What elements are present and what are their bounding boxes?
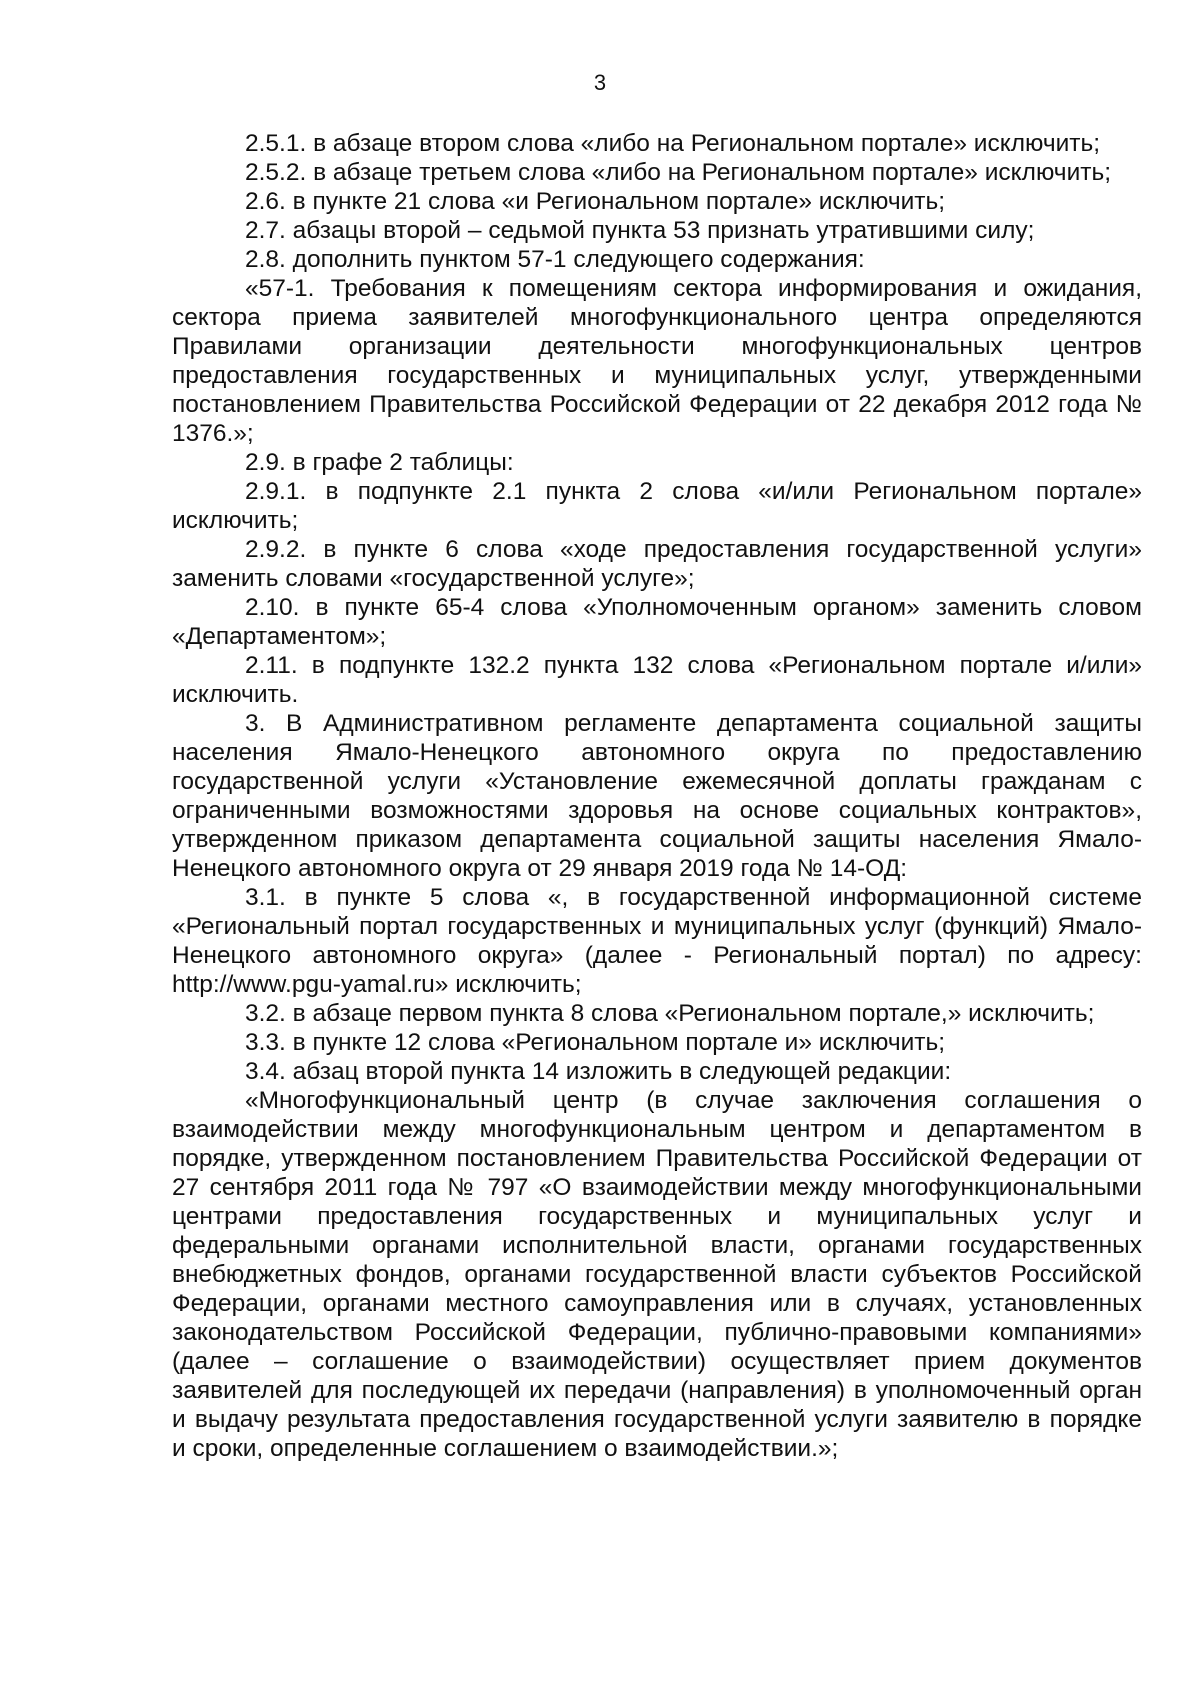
paragraph-2-5-1: 2.5.1. в абзаце втором слова «либо на Региональном портале» исключить; [245,130,1101,157]
document-body [172,129,1142,1463]
paragraph-3-1: 3.1. в пункте 5 слова «, в государственной информационной системе «Региональный портал государственных и муниципальных услуг (функций) Ямало-Ненецкого автономного округа» (далее - Региональный портал) по адресу: http://www.pgu-yamal.ru» исключить; [172,884,1142,998]
paragraph-2-7: 2.7. абзацы второй – седьмой пункта 53 признать утратившими силу; [245,217,1035,244]
paragraph-2-11: 2.11. в подпункте 132.2 пункта 132 слова «Региональном портале и/или» исключить. [172,652,1142,708]
paragraph-3-3: 3.3. в пункте 12 слова «Региональном портале и» исключить; [245,1029,946,1056]
paragraph-2-5-2: 2.5.2. в абзаце третьем слова «либо на Региональном портале» исключить; [245,159,1112,186]
paragraph-57-1-quote: «57-1. Требования к помещениям сектора информирования и ожидания, сектора приема заявителей многофункционального центра определяются Правилами организации деятельности многофункциональных центров предоставления государственных и муниципальных услуг, утвержденными постановлением Правительства Российской Федерации от 22 декабря 2012 года № 1376.»; [172,275,1142,447]
paragraph-2-9: 2.9. в графе 2 таблицы: [245,449,514,476]
paragraph-2-9-2: 2.9.2. в пункте 6 слова «ходе предоставления государственной услуги» заменить словами «государственной услуге»; [172,536,1142,592]
paragraph-2-9-1: 2.9.1. в подпункте 2.1 пункта 2 слова «и/или Региональном портале» исключить; [172,478,1142,534]
paragraph-3-2: 3.2. в абзаце первом пункта 8 слова «Региональном портале,» исключить; [245,1000,1095,1027]
paragraph-3: 3. В Административном регламенте департамента социальной защиты населения Ямало-Ненецкого автономного округа по предоставлению государственной услуги «Установление ежемесячной доплаты гражданам с ограниченными возможностями здоровья на основе социальных контрактов», утвержденном приказом департамента социальной защиты населения Ямало-Ненецкого автономного округа от 29 января 2019 года № 14-ОД: [172,710,1142,882]
paragraph-2-8: 2.8. дополнить пунктом 57-1 следующего содержания: [245,246,865,273]
paragraph-3-4: 3.4. абзац второй пункта 14 изложить в следующей редакции: [245,1058,952,1085]
page-number: 3 [593,70,607,95]
paragraph-2-10: 2.10. в пункте 65-4 слова «Уполномоченным органом» заменить словом «Департаментом»; [172,594,1142,650]
paragraph-mfc-quote: «Многофункциональный центр (в случае заключения соглашения о взаимодействии между многофункциональным центром и департаментом в порядке, утвержденном постановлением Правительства Российской Федерации от 27 сентября 2011 года № 797 «О взаимодействии между многофункциональными центрами предоставления государственных и муниципальных услуг и федеральными органами исполнительной власти, органами государственных внебюджетных фондов, органами государственной власти субъектов Российской Федерации, органами местного самоуправления или в случаях, установленных законодательством Российской Федерации, публично-правовыми компаниями» (далее – соглашение о взаимодействии) осуществляет прием документов заявителей для последующей их передачи (направления) в уполномоченный орган и выдачу результата предоставления государственной услуги заявителю в порядке и сроки, определенные соглашением о взаимодействии.»; [172,1087,1142,1462]
paragraph-2-6: 2.6. в пункте 21 слова «и Региональном портале» исключить; [245,188,946,215]
